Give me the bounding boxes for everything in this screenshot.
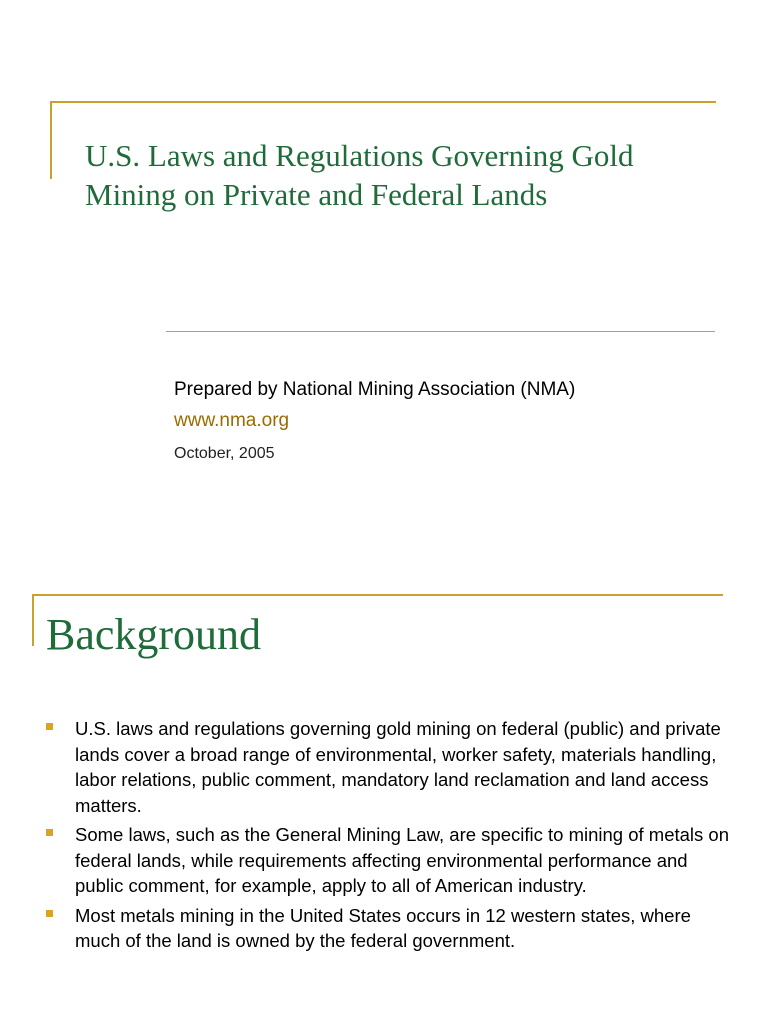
bullet-text: Most metals mining in the United States occurs in 12 western states, where much of the land is owned by the federal government. [75, 904, 691, 951]
square-bullet-icon [46, 723, 53, 730]
prepared-by: Prepared by National Mining Association (NMA) [174, 379, 576, 400]
slide-title: U.S. Laws and Regulations Governing Gold Mining on Private and Federal Lands [85, 138, 634, 212]
slide-heading: Background [46, 610, 262, 659]
subtitle-rule [166, 331, 715, 332]
left-rule [50, 101, 52, 179]
bullet-text: Some laws, such as the General Mining Law, are specific to mining of metals on federal lands, while requirements affecting environmental performance and public comment, for example, apply to all of American industry. [75, 824, 729, 896]
website-link[interactable]: www.nma.org [174, 410, 290, 431]
left-rule [32, 594, 34, 646]
top-rule [50, 101, 716, 103]
list-item [46, 716, 736, 818]
list-item [46, 903, 736, 954]
background-slide [0, 560, 768, 1024]
bullet-list [46, 716, 736, 958]
top-rule [32, 594, 723, 596]
date-label: October, 2005 [174, 445, 275, 462]
square-bullet-icon [46, 829, 53, 836]
bullet-text: U.S. laws and regulations governing gold mining on federal (public) and private lands cover a broad range of environmental, worker safety, materials handling, labor relations, public comment, mandatory land reclamation and land access matters. [75, 718, 721, 816]
square-bullet-icon [46, 910, 53, 917]
list-item [46, 822, 736, 899]
